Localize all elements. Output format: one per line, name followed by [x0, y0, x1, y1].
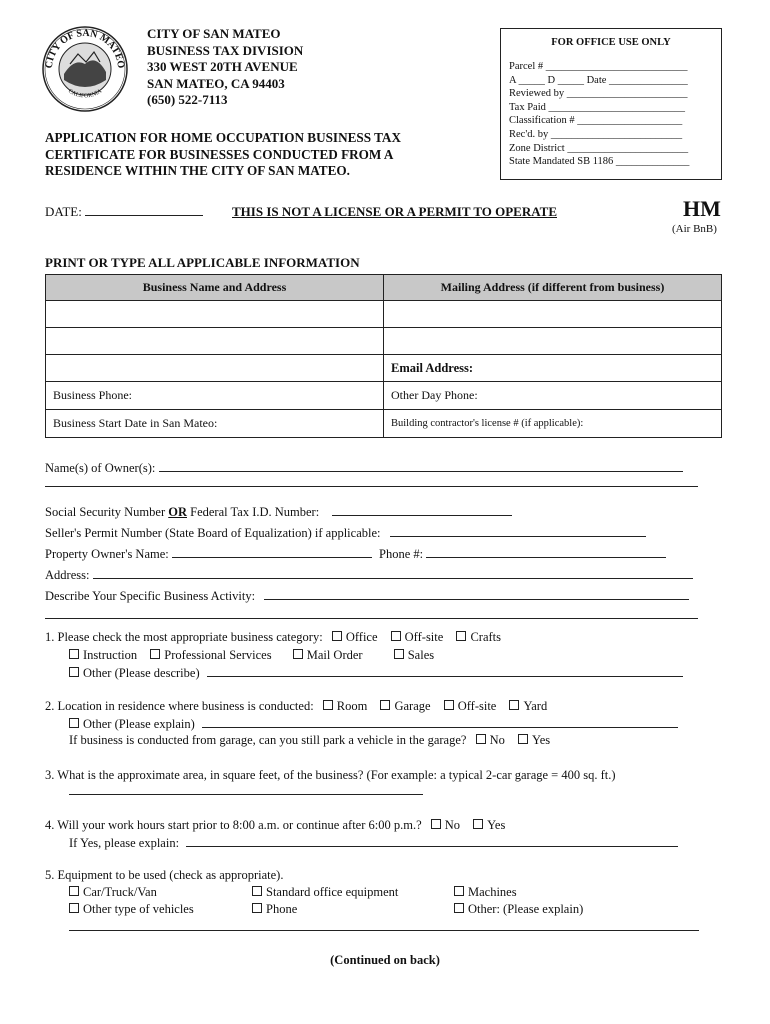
equip-car: Car/Truck/Van: [69, 885, 157, 900]
checkbox-sales[interactable]: [394, 649, 404, 659]
mailing-address-line-2[interactable]: [384, 328, 722, 355]
checkbox-yard[interactable]: [509, 700, 519, 710]
business-address-line-3[interactable]: [46, 355, 384, 382]
svg-text:CALIFORNIA: CALIFORNIA: [66, 88, 104, 100]
equip-office: Standard office equipment: [252, 885, 398, 900]
checkbox-other-location[interactable]: [69, 718, 79, 728]
business-info-table: [45, 274, 722, 438]
office-field[interactable]: Zone District _______________________: [509, 142, 689, 154]
mailing-address-line-1[interactable]: [384, 301, 722, 328]
address-input-line[interactable]: [93, 567, 693, 579]
property-owner-field[interactable]: Property Owner's Name: Phone #:: [45, 546, 666, 562]
equip-other: Other: (Please explain): [454, 902, 583, 917]
property-owner-input-line[interactable]: [172, 546, 372, 558]
date-input-line[interactable]: [85, 204, 203, 216]
contractor-license-cell[interactable]: Building contractor's license # (if applicable):: [384, 410, 722, 438]
q5-explain-input-line[interactable]: [69, 930, 699, 931]
office-field[interactable]: A _____ D _____ Date _______________: [509, 74, 688, 86]
checkbox-standard-office-equipment[interactable]: [252, 886, 262, 896]
city-state-zip: SAN MATEO, CA 94403: [147, 75, 285, 91]
q4-explain-input-line[interactable]: [186, 835, 678, 847]
q2-location: 2. Location in residence where business is conducted: Room Garage Off-site Yard: [45, 699, 548, 713]
checkbox-off-site[interactable]: [391, 631, 401, 641]
checkbox-hours-yes[interactable]: [473, 819, 483, 829]
address-field[interactable]: Address:: [45, 567, 693, 583]
phone-number: (650) 522-7113: [147, 92, 228, 107]
business-phone-cell[interactable]: Business Phone:: [46, 382, 384, 410]
business-address-line-2[interactable]: [46, 328, 384, 355]
seller-permit-field[interactable]: Seller's Permit Number (State Board of Equalization) if applicable:: [45, 525, 646, 541]
activity-input-line[interactable]: [264, 588, 689, 600]
checkbox-machines[interactable]: [454, 886, 464, 896]
owners-field[interactable]: Name(s) of Owner(s):: [45, 460, 683, 476]
seller-permit-input-line[interactable]: [390, 525, 646, 537]
date-field[interactable]: DATE:: [45, 204, 203, 220]
activity-input-line-2[interactable]: [45, 618, 698, 619]
office-field[interactable]: Reviewed by _______________________: [509, 88, 688, 100]
owners-input-line-2[interactable]: [45, 486, 698, 487]
checkbox-mail-order[interactable]: [293, 649, 303, 659]
header-address: [147, 26, 303, 109]
equip-machines: Machines: [454, 885, 517, 900]
office-field[interactable]: Rec'd. by _________________________: [509, 128, 683, 140]
checkbox-other-category[interactable]: [69, 667, 79, 677]
q4-explain: If Yes, please explain:: [69, 835, 678, 851]
q1-other-input-line[interactable]: [207, 665, 683, 677]
start-date-cell[interactable]: Business Start Date in San Mateo:: [46, 410, 384, 438]
office-field[interactable]: State Mandated SB 1186 ______________: [509, 156, 690, 168]
checkbox-crafts[interactable]: [456, 631, 466, 641]
col-header-mailing: Mailing Address (if different from business): [384, 275, 722, 301]
form-code: HM: [683, 196, 721, 221]
q2-other-input-line[interactable]: [202, 716, 678, 728]
activity-field[interactable]: Describe Your Specific Business Activity:: [45, 588, 689, 604]
col-header-business: Business Name and Address: [46, 275, 384, 301]
city-name: CITY OF SAN MATEO: [147, 26, 281, 41]
email-address-cell[interactable]: Email Address:: [384, 355, 722, 382]
owners-input-line[interactable]: [159, 460, 683, 472]
q4-hours: 4. Will your work hours start prior to 8:00 a.m. or continue after 6:00 p.m.? No Yes: [45, 818, 506, 832]
checkbox-car-truck-van[interactable]: [69, 886, 79, 896]
checkbox-office[interactable]: [332, 631, 342, 641]
office-field[interactable]: Parcel # ___________________________: [509, 61, 688, 72]
checkbox-phone[interactable]: [252, 903, 262, 913]
checkbox-other-vehicles[interactable]: [69, 903, 79, 913]
checkbox-garage-no[interactable]: [476, 734, 486, 744]
checkbox-other-equipment[interactable]: [454, 903, 464, 913]
tax-id-input-line[interactable]: [332, 504, 512, 516]
q2-garage-parking: If business is conducted from garage, can you still park a vehicle in the garage? No Yes: [69, 733, 551, 747]
checkbox-instruction[interactable]: [69, 649, 79, 659]
office-use-title: FOR OFFICE USE ONLY: [551, 37, 671, 48]
checkbox-professional-services[interactable]: [150, 649, 160, 659]
office-field[interactable]: Tax Paid __________________________: [509, 101, 686, 113]
checkbox-location-off-site[interactable]: [444, 700, 454, 710]
print-instruction: PRINT OR TYPE ALL APPLICABLE INFORMATION: [45, 255, 360, 270]
q1-category-row2: Instruction Professional Services Mail Order Sales: [69, 648, 434, 663]
continued-notice: (Continued on back): [330, 953, 440, 967]
other-day-phone-cell[interactable]: Other Day Phone:: [384, 382, 722, 410]
office-field[interactable]: Classification # ____________________: [509, 115, 683, 127]
form-code-subtitle: (Air BnB): [672, 223, 717, 235]
business-address-line-1[interactable]: [46, 301, 384, 328]
checkbox-hours-no[interactable]: [431, 819, 441, 829]
q3-area-input-line[interactable]: [69, 794, 423, 795]
application-title: APPLICATION FOR HOME OCCUPATION BUSINESS TAX CERTIFICATE FOR BUSINESSES CONDUCTED FROM A RESIDENCE WITHIN THE CITY OF SAN MATEO.: [45, 130, 401, 178]
street-address: 330 WEST 20TH AVENUE: [147, 59, 298, 74]
property-owner-phone-line[interactable]: [426, 546, 666, 558]
equip-other-vehicle: Other type of vehicles: [69, 902, 194, 917]
q2-other: Other (Please explain): [69, 716, 678, 732]
city-seal-logo: [40, 24, 130, 114]
checkbox-garage[interactable]: [380, 700, 390, 710]
not-license-notice: THIS IS NOT A LICENSE OR A PERMIT TO OPERATE: [232, 204, 557, 219]
q5-equipment: 5. Equipment to be used (check as appropriate).: [45, 868, 284, 882]
office-use-box: [500, 28, 722, 180]
q3-area: 3. What is the approximate area, in square feet, of the business? (For example: a typical 2-car garage = 400 sq. ft.): [45, 768, 616, 782]
checkbox-room[interactable]: [323, 700, 333, 710]
checkbox-garage-yes[interactable]: [518, 734, 528, 744]
tax-id-field[interactable]: Social Security Number OR Federal Tax I.D. Number:: [45, 504, 512, 520]
q1-category: 1. Please check the most appropriate business category: Office Off-site Crafts: [45, 630, 501, 644]
equip-phone: Phone: [252, 902, 297, 917]
division-name: BUSINESS TAX DIVISION: [147, 42, 304, 58]
q1-other: Other (Please describe): [69, 665, 683, 681]
svg-text:CITY OF SAN MATEO: CITY OF SAN MATEO: [43, 27, 127, 70]
